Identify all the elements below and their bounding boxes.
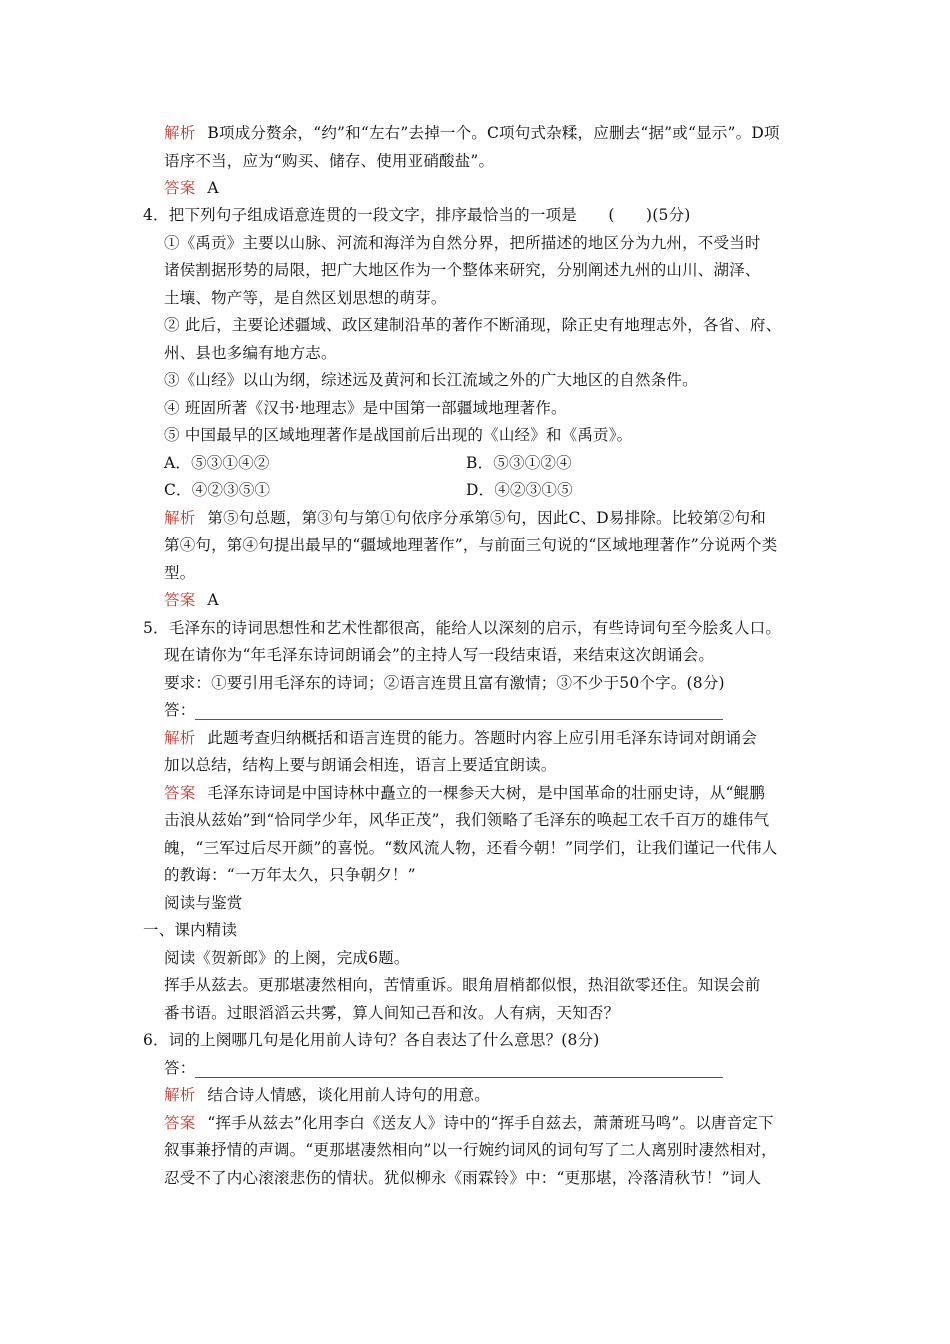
q4-analysis-line: 型。 [164, 564, 196, 582]
analysis-label: 解析 [164, 1086, 196, 1104]
q5-answer-line: 击浪从兹始”到“恰同学少年，风华正茂”，我们领略了毛泽东的唤起工农千百万的雄伟气 [164, 811, 770, 829]
q6-analysis-line: 解析 结合诗人情感，谈化用前人诗句的用意。 [164, 1086, 491, 1104]
q4-answer-line: 答案 A [164, 591, 219, 609]
poem-text: 挥手从兹去。更那堪凄然相向，苦情重诉。眼角眉梢都似恨，热泪欲零还住。知误会前 [164, 976, 761, 994]
q4-sentence-1: ①《禹贡》主要以山脉、河流和海洋为自然分界，把所描述的地区分为九州，不受当时 [164, 234, 761, 252]
answer-prompt: 答： [164, 1059, 196, 1077]
q5-stem: 现在请你为“年毛泽东诗词朗诵会”的主持人写一段结束语，来结束这次朗诵会。 [164, 646, 715, 664]
q4-option-d: D．④②③①⑤ [466, 481, 573, 499]
analysis-label: 解析 [164, 729, 196, 747]
section-part-heading: 一、课内精读 [143, 921, 238, 939]
reading-instruction: 阅读《贺新郎》的上阕，完成6题。 [164, 949, 410, 967]
answer-label: 答案 [164, 179, 196, 197]
q4-analysis-line: 解析 第⑤句总题，第③句与第①句依序分承第⑤句，因此C、D易排除。比较第②句和 [164, 509, 766, 527]
q5-answer-line: 魄，“三军过后尽开颜”的喜悦。“数风流人物，还看今朝！”同学们，让我们谨记一代伟人 [164, 839, 778, 857]
answer-underline [195, 705, 723, 720]
q5-answer-line: 的教诲：“一万年太久，只争朝夕！” [164, 866, 416, 884]
q4-option-a: A．⑤③①④② [164, 454, 270, 472]
section-title: 阅读与鉴赏 [164, 894, 243, 912]
q4-option-b: B．⑤③①②④ [466, 454, 572, 472]
q6-answer-blank [164, 1058, 723, 1078]
q3-answer-line: 答案 A [164, 179, 219, 197]
q4-stem: 4．把下列句子组成语意连贯的一段文字，排序最恰当的一项是 ( )(5分) [143, 206, 691, 224]
q6-answer-line: 答案 “挥手从兹去”化用李白《送友人》诗中的“挥手自兹去，萧萧班马鸣”。以唐音定下 [164, 1114, 774, 1132]
answer-label: 答案 [164, 1114, 196, 1132]
q6-answer-line: 忍受不了内心滚滚悲伤的情状。犹似柳永《雨霖铃》中：“更那堪，冷落清秋节！”词人 [164, 1169, 762, 1187]
q4-sentence-3: ③《山经》以山为纲，综述远及黄河和长江流域之外的广大地区的自然条件。 [164, 371, 698, 389]
q5-analysis-line: 解析 此题考查归纳概括和语言连贯的能力。答题时内容上应引用毛泽东诗词对朗诵会 [164, 729, 757, 747]
q5-answer-line: 答案 毛泽东诗词是中国诗林中矗立的一棵参天大树，是中国革命的壮丽史诗，从“鲲鹏 [164, 784, 766, 802]
q4-sentence-1: 土壤、物产等，是自然区划思想的萌芽。 [164, 289, 447, 307]
q4-sentence-5: ⑤ 中国最早的区域地理著作是战国前后出现的《山经》和《禹贡》。 [164, 426, 633, 444]
q4-sentence-1: 诸侯割据形势的局限，把广大地区作为一个整体来研究，分别阐述九州的山川、湖泽、 [164, 261, 761, 279]
q6-stem: 6．词的上阕哪几句是化用前人诗句？各自表达了什么意思？(8分) [143, 1031, 600, 1049]
analysis-label: 解析 [164, 124, 196, 142]
answer-underline [195, 1063, 723, 1078]
q4-sentence-2: ② 此后，主要论述疆域、政区建制沿革的著作不断涌现，除正史有地理志外，各省、府、 [164, 316, 782, 334]
answer-label: 答案 [164, 784, 196, 802]
q5-analysis-line: 加以总结，结构上要与朗诵会相连，语言上要适宜朗读。 [164, 756, 557, 774]
q6-answer-line: 叙事兼抒情的声调。“更那堪凄然相向”以一行婉约词风的词句写了二人离别时凄然相对， [164, 1141, 777, 1159]
q3-analysis-line: 解析 B项成分赘余，“约”和“左右”去掉一个。C项句式杂糅，应删去“据”或“显示”。D项 [164, 124, 780, 142]
q4-analysis-line: 第④句，第④句提出最早的“疆域地理著作”，与前面三句说的“区域地理著作”分说两个类 [164, 536, 778, 554]
q4-sentence-4: ④ 班固所著《汉书·地理志》是中国第一部疆域地理著作。 [164, 399, 567, 417]
q5-stem: 5．毛泽东的诗词思想性和艺术性都很高，能给人以深刻的启示，有些诗词句至今脍炙人口。 [143, 619, 782, 637]
q5-requirements: 要求：①要引用毛泽东的诗词；②语言连贯且富有激情；③不少于50个字。(8分) [164, 674, 725, 692]
q5-answer-blank [164, 700, 723, 720]
answer-label: 答案 [164, 591, 196, 609]
analysis-label: 解析 [164, 509, 196, 527]
answer-prompt: 答： [164, 701, 196, 719]
q3-analysis-line: 语序不当，应为“购买、储存、使用亚硝酸盐”。 [164, 152, 495, 170]
q4-sentence-2: 州、县也多编有地方志。 [164, 344, 337, 362]
q4-option-c: C．④②③⑤① [164, 481, 271, 499]
poem-text: 番书语。过眼滔滔云共雾，算人间知己吾和汝。人有病，天知否？ [164, 1004, 620, 1022]
